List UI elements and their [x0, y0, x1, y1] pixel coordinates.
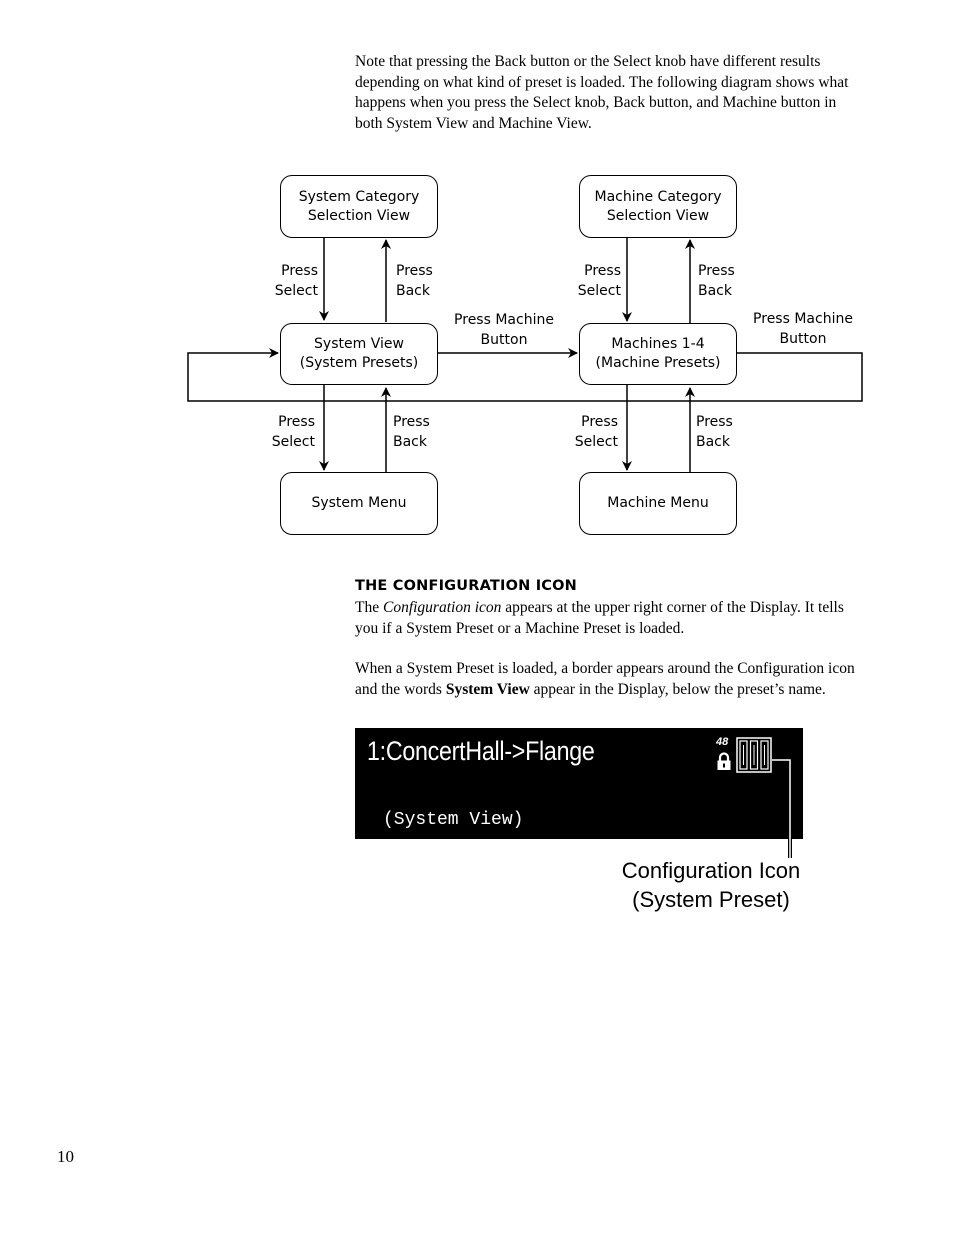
label-press-back: Press Back [396, 263, 433, 299]
p1-text-end: appears at the upper right corner of the Display. It tells you if a System Preset or a Machine Preset is loaded. [355, 599, 844, 637]
configuration-icon-caption: Configuration Icon (System Preset) [621, 858, 801, 912]
p1-text-start: The [355, 599, 383, 616]
machines-box: Machines 1-4 (Machine Presets) [579, 323, 737, 385]
label-press-select: Press Select [577, 263, 621, 299]
configuration-paragraph-2 [355, 659, 865, 700]
label-press-select: Press Select [274, 263, 318, 299]
display-preset-name: 1:ConcertHall->Flange [367, 736, 595, 766]
display-screen [355, 728, 803, 839]
label-press-select: Press Select [574, 414, 618, 450]
p2-text-start: When a System Preset is loaded, a border appears around the Configuration icon and the words [355, 660, 855, 698]
label-press-select: Press Select [271, 414, 315, 450]
label-press-back: Press Back [698, 263, 735, 299]
label-press-machine-button: Press Machine Button [454, 312, 554, 348]
sample-rate-indicator: 48 [716, 736, 729, 748]
system-menu-box: System Menu [280, 472, 438, 535]
p1-term-configuration-icon: Configuration icon [382, 599, 502, 616]
section-heading: THE CONFIGURATION ICON [355, 578, 578, 594]
system-category-box: System Category Selection View [280, 175, 438, 238]
lock-icon [716, 752, 732, 771]
label-press-back: Press Back [696, 414, 733, 450]
machine-menu-box: Machine Menu [579, 472, 737, 535]
page-number: 10 [57, 1147, 74, 1166]
label-press-back: Press Back [393, 414, 430, 450]
machine-category-box: Machine Category Selection View [579, 175, 737, 238]
p2-text-end: appear in the Display, below the preset’s name. [529, 680, 826, 698]
configuration-icon [736, 737, 772, 773]
configuration-paragraph-1 [355, 598, 865, 639]
p2-term-system-view: System View [445, 680, 530, 698]
intro-paragraph: Note that pressing the Back button or the Select knob have different results depending on what kind of preset is loaded. The following diagram shows what happens when you press the Select knob, Back button, and Machine button in both System View and Machine View. [355, 53, 849, 132]
system-view-box: System View (System Presets) [280, 323, 438, 385]
display-system-view-text: (System View) [383, 810, 524, 830]
label-press-machine-button: Press Machine Button [753, 311, 853, 347]
navigation-diagram [0, 0, 954, 560]
